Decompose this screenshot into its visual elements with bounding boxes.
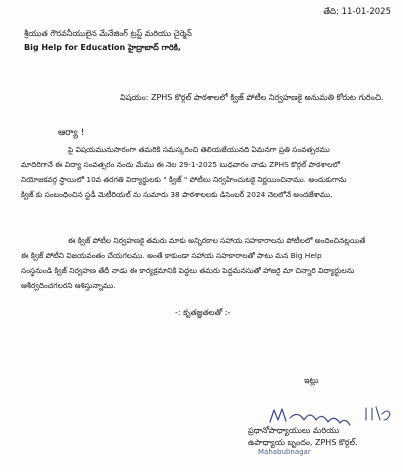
paragraph-2-line: ఈ క్విజ్ పోటీల నిర్వహణకై తమరు మాకు అన్నిరకాల సహాయ సహకారాలను పోటీలలో అందించినట్లయితే bbox=[68, 236, 366, 245]
paragraph-2-line: ఆశీర్వదించగలరని ఆశిస్తున్నాము. bbox=[21, 281, 116, 290]
paragraph-1-line: పై విషయమునుసారంగా తమరికి సమస్కరించి తెలియజేయునది ఏమనగా ప్రతి సంవత్సరము bbox=[68, 145, 330, 154]
body-paragraph-1 bbox=[21, 142, 391, 202]
paragraph-2-line: సంస్థనుండి క్విజ్ నిర్వహణ తేదీ నాడు ఈ కార్యక్రమానికి పెద్దలు తమరు పెద్దమనసుతో హాజరై మా చిన్నారి విద్యార్థులను bbox=[21, 266, 355, 275]
paragraph-1-line: క్విజ్ కు సంబంధించిన స్టడీ మెటీరియల్ ను సుమారు 38 పాఠశాలలకు డిసెంబర్ 2024 నెలలోనే అందజేశాము. bbox=[21, 190, 333, 199]
signatory-line-1: ప్రధానోపాధ్యాయులు మరియు bbox=[248, 426, 340, 435]
addressee-line-2: Big Help for Education హైద్రాబాద్ గారికి, bbox=[24, 43, 181, 52]
closing-thanks: -: కృతజ్ఞతలతో :- bbox=[175, 308, 231, 317]
paragraph-1-line: నియోజకవర్గ స్థాయిలో 10వ తరగతి విద్యార్థులకు " క్విజ్ " పోటీలు నిర్వహించుటకై నిర్ణయించినాము. అందుకుగాను bbox=[21, 175, 347, 184]
signoff-ittu: ఇట్లు bbox=[304, 376, 319, 385]
salutation: ఆర్యా ! bbox=[58, 128, 85, 138]
addressee-line-1: శ్రీయుత గౌరవనీయులైన మేనేజింగ్ ట్రస్ట్ మరియు చైర్మెన్ bbox=[24, 29, 192, 38]
stamp-text: Mahabubnagar bbox=[258, 448, 311, 456]
body-paragraph-2 bbox=[21, 233, 391, 293]
signatory-line-2: ఉపాధ్యాయ బృందం, ZPHS కొర్గల్. bbox=[248, 438, 358, 447]
letter-date: తేది: 11-01-2025 bbox=[323, 7, 391, 17]
paragraph-1-line: మాదిరిగానే ఈ విద్యా సంవత్సరం నందు మేము ఈ నెల 29-1-2025 బుధవారం నాడు ZPHS కొర్గల్ పాఠశాలలో bbox=[21, 160, 340, 169]
paragraph-2-line: ఈ క్విజ్ పోటీని విజయవంతం చేయగలము. అంతే కాకుండా సహాయ సహకారాలతో పాటు మన Big Help bbox=[21, 251, 322, 260]
subject-line: విషయం: ZPHS కొర్గల్ పాఠశాలలో క్విజ్ పోటీల నిర్వహణకై అనుమతి కోరుట గురించి. bbox=[120, 93, 384, 102]
